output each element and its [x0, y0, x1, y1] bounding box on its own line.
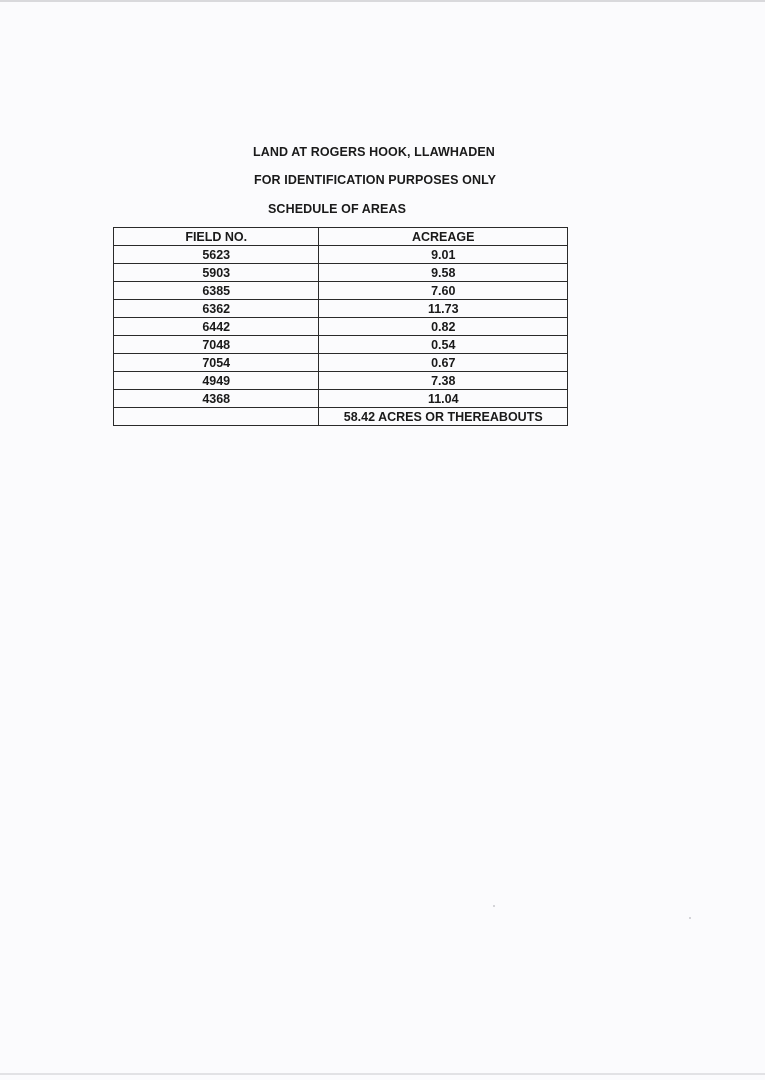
acreage-cell: 0.82: [319, 318, 568, 336]
table-row: [114, 354, 568, 372]
field-no-cell: 7048: [114, 336, 319, 354]
scan-edge-bottom: [0, 1073, 765, 1075]
table-header-row: [114, 228, 568, 246]
acreage-cell: 7.60: [319, 282, 568, 300]
scan-speck: [493, 905, 495, 907]
document-title: LAND AT ROGERS HOOK, LLAWHADEN: [253, 145, 495, 159]
table-row: [114, 300, 568, 318]
field-no-cell: 6385: [114, 282, 319, 300]
acreage-cell: 0.54: [319, 336, 568, 354]
acreage-cell: 9.58: [319, 264, 568, 282]
table-row: [114, 282, 568, 300]
schedule-of-areas-table: [113, 227, 568, 426]
field-no-cell: 6362: [114, 300, 319, 318]
field-no-cell: 6442: [114, 318, 319, 336]
acreage-cell: 0.67: [319, 354, 568, 372]
field-no-cell: 7054: [114, 354, 319, 372]
scan-edge-top: [0, 0, 765, 2]
header-acreage: ACREAGE: [319, 228, 568, 246]
field-no-cell: 5623: [114, 246, 319, 264]
field-no-cell: 4368: [114, 390, 319, 408]
table-row: [114, 318, 568, 336]
section-heading: SCHEDULE OF AREAS: [268, 202, 407, 216]
scan-speck: [689, 917, 691, 919]
field-no-cell: 5903: [114, 264, 319, 282]
table-total-row: [114, 408, 568, 426]
acreage-cell: 11.73: [319, 300, 568, 318]
table-row: [114, 264, 568, 282]
header-field-no: FIELD NO.: [114, 228, 319, 246]
table-row: [114, 372, 568, 390]
acreage-cell: 9.01: [319, 246, 568, 264]
total-field-cell: [114, 408, 319, 426]
table-row: [114, 390, 568, 408]
document-subtitle: FOR IDENTIFICATION PURPOSES ONLY: [254, 173, 497, 187]
table-row: [114, 246, 568, 264]
acreage-cell: 11.04: [319, 390, 568, 408]
acreage-cell: 7.38: [319, 372, 568, 390]
field-no-cell: 4949: [114, 372, 319, 390]
table-row: [114, 336, 568, 354]
total-acreage-cell: 58.42 ACRES OR THEREABOUTS: [319, 408, 568, 426]
